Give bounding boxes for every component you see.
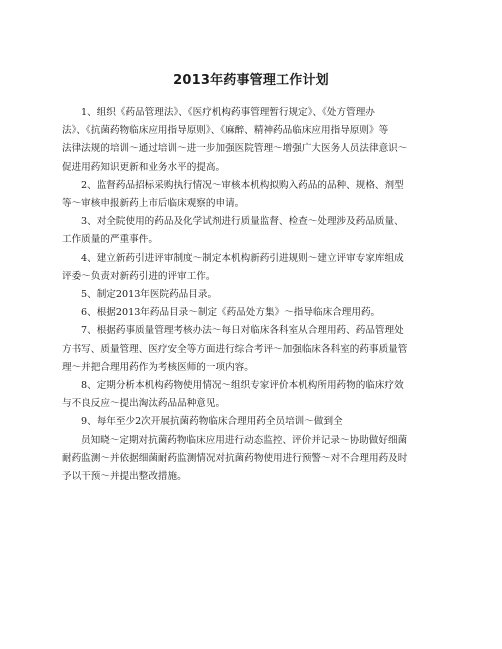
body-line: 理～并把合理用药作为考核医师的一项内容。 (62, 361, 254, 373)
body-line: 员知晓～定期对抗菌药物临床应用进行动态监控、评价并记录～协助做好细菌 (81, 434, 408, 446)
body-line: 9、每年至少2次开展抗菌药物临床合理用药全员培训～做到全 (81, 416, 343, 428)
body-line: 法》、《抗菌药物临床应用指导原则》、《麻醉、精神药品临床应用指导原则》等 (62, 125, 389, 137)
body-line: 6、根据2013年药品目录～制定《药品处方集》～指导临床合理用药。 (81, 307, 381, 319)
body-line: 1、组织《药品管理法》、《医疗机构药事管理暂行规定》、《处方管理办 (81, 107, 375, 118)
body-line: 4、建立新药引进评审制度～制定本机构新药引进规则～建立评审专家库组成 (81, 252, 404, 264)
body-line: 7、根据药事质量管理考核办法～每日对临床各科室从合理用药、药品管理处 (81, 325, 404, 337)
body-line: 工作质量的严重事件。 (62, 234, 158, 246)
body-line: 等～审核申报新药上市后临床观察的申请。 (62, 198, 245, 210)
body-line: 予以干预～并提出整改措施。 (62, 471, 187, 483)
body-line: 8、定期分析本机构药物使用情况～组织专家评价本机构所用药物的临床疗效 (81, 380, 404, 392)
document-body (62, 104, 440, 486)
body-line: 2、监督药品招标采购执行情况～审核本机构拟购入药品的品种、规格、剂型 (81, 179, 404, 191)
body-line: 评委～负责对新药引进的评审工作。 (62, 270, 216, 282)
body-line: 耐药监测～并依据细菌耐药监测情况对抗菌药物使用进行预警～对不合理用药及时 (62, 452, 408, 464)
body-line: 促进用药知识更新和业务水平的提高。 (62, 161, 226, 173)
document-title: 2013年药事管理工作计划 (173, 73, 329, 88)
body-line: 方书写、质量管理、医疗安全等方面进行综合考评～加强临床各科室的药事质量管 (62, 343, 408, 355)
body-line: 法律法规的培训～通过培训～进一步加强医院管理～增强广大医务人员法律意识～ (62, 143, 408, 155)
body-line: 3、对全院使用的药品及化学试剂进行质量监督、检查～处理涉及药品质量、 (81, 216, 404, 228)
body-line: 与不良反应～提出淘汰药品品种意见。 (62, 398, 226, 410)
body-line: 5、制定2013年医院药品目录。 (81, 289, 218, 301)
